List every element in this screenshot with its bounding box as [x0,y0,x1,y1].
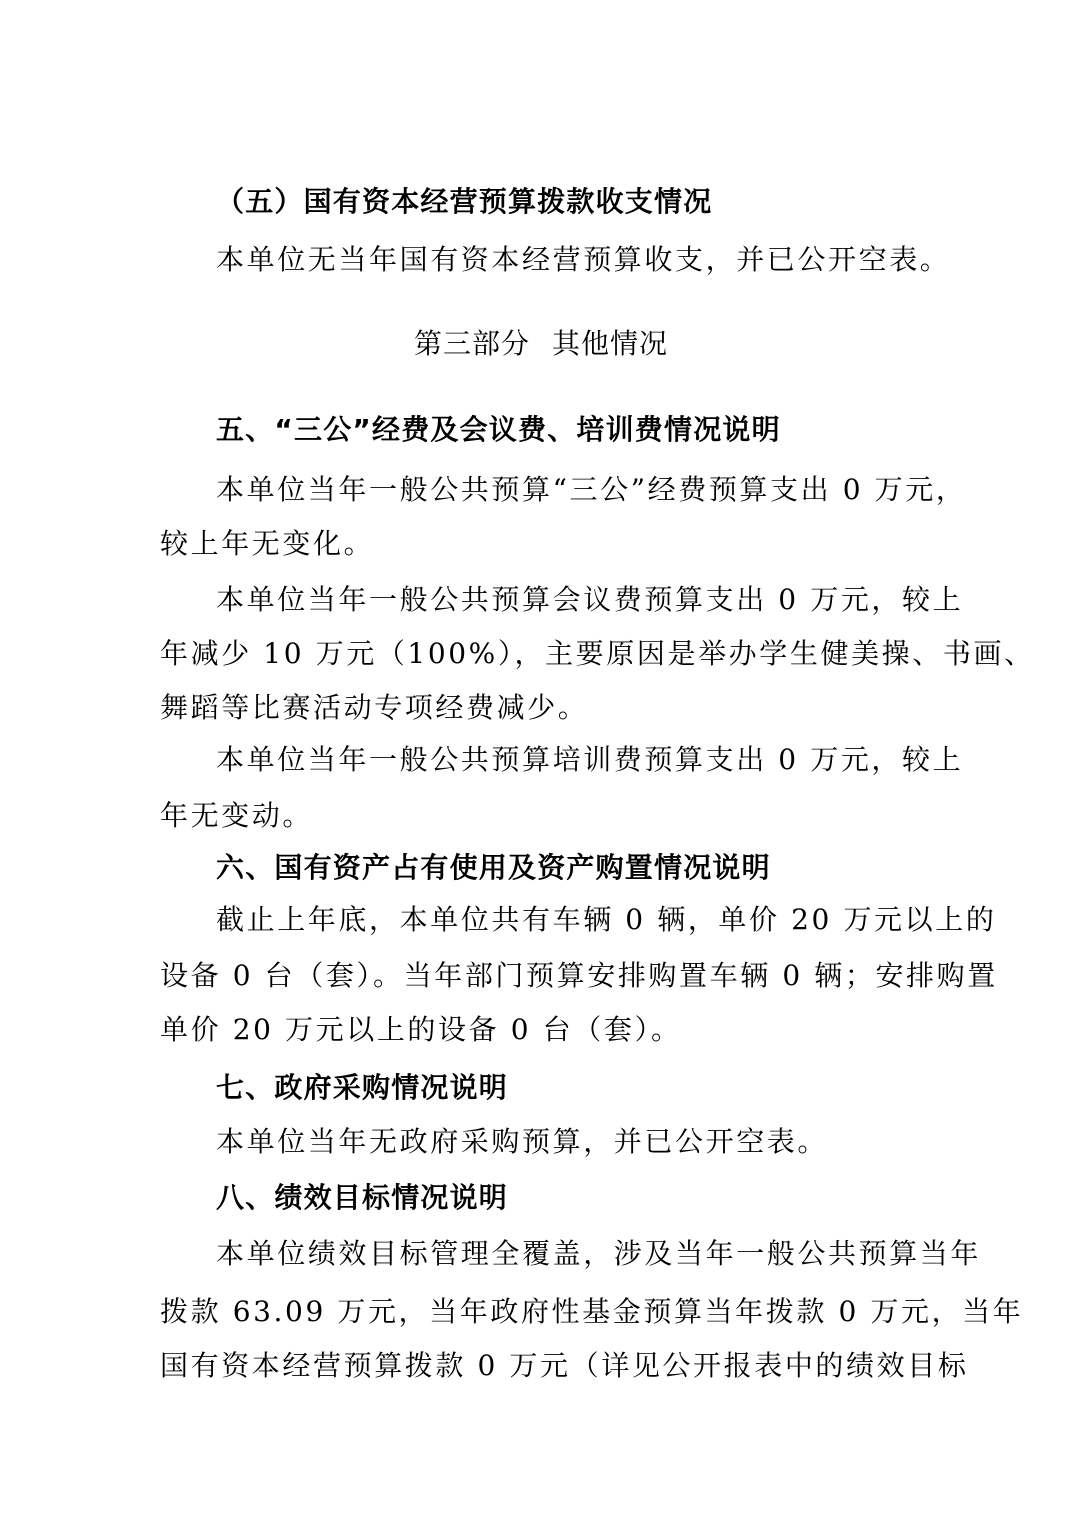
paragraph-assets-line-2: 设备 0 台（套）。当年部门预算安排购置车辆 0 辆；安排购置 [160,959,998,992]
part-three-title-right: 其他情况 [552,327,669,360]
section-heading-state-capital: （五）国有资本经营预算拨款收支情况 [216,185,713,218]
paragraph-assets-line-3: 单价 20 万元以上的设备 0 台（套）。 [160,1013,682,1046]
paragraph-procurement: 本单位当年无政府采购预算，并已公开空表。 [216,1125,829,1158]
part-three-title-left: 第三部分 [414,327,531,360]
paragraph-training-line-1: 本单位当年一般公共预算培训费预算支出 0 万元，较上 [216,743,964,776]
heading-procurement: 七、政府采购情况说明 [216,1071,509,1104]
paragraph-training-line-2: 年无变动。 [160,799,314,832]
part-three-title [414,327,669,360]
paragraph-performance-line-1: 本单位绩效目标管理全覆盖，涉及当年一般公共预算当年 [216,1237,982,1270]
heading-three-public-expenses: 五、“三公”经费及会议费、培训费情况说明 [216,413,781,446]
paragraph-performance-line-3: 国有资本经营预算拨款 0 万元（详见公开报表中的绩效目标 [160,1349,969,1382]
paragraph-meeting-line-1: 本单位当年一般公共预算会议费预算支出 0 万元，较上 [216,583,964,616]
heading-performance: 八、绩效目标情况说明 [216,1181,509,1214]
paragraph-meeting-line-3: 舞蹈等比赛活动专项经费减少。 [160,691,589,724]
paragraph-state-capital: 本单位无当年国有资本经营预算收支，并已公开空表。 [216,243,951,276]
paragraph-meeting-line-2: 年减少 10 万元（100%），主要原因是举办学生健美操、书画、 [160,637,1035,670]
paragraph-three-public-line-2: 较上年无变化。 [160,527,375,560]
paragraph-assets-line-1: 截止上年底，本单位共有车辆 0 辆，单价 20 万元以上的 [216,903,997,936]
paragraph-three-public-line-1: 本单位当年一般公共预算“三公”经费预算支出 0 万元， [216,473,967,506]
paragraph-performance-line-2: 拨款 63.09 万元，当年政府性基金预算当年拨款 0 万元，当年 [160,1295,1024,1328]
heading-state-assets: 六、国有资产占有使用及资产购置情况说明 [216,851,771,884]
